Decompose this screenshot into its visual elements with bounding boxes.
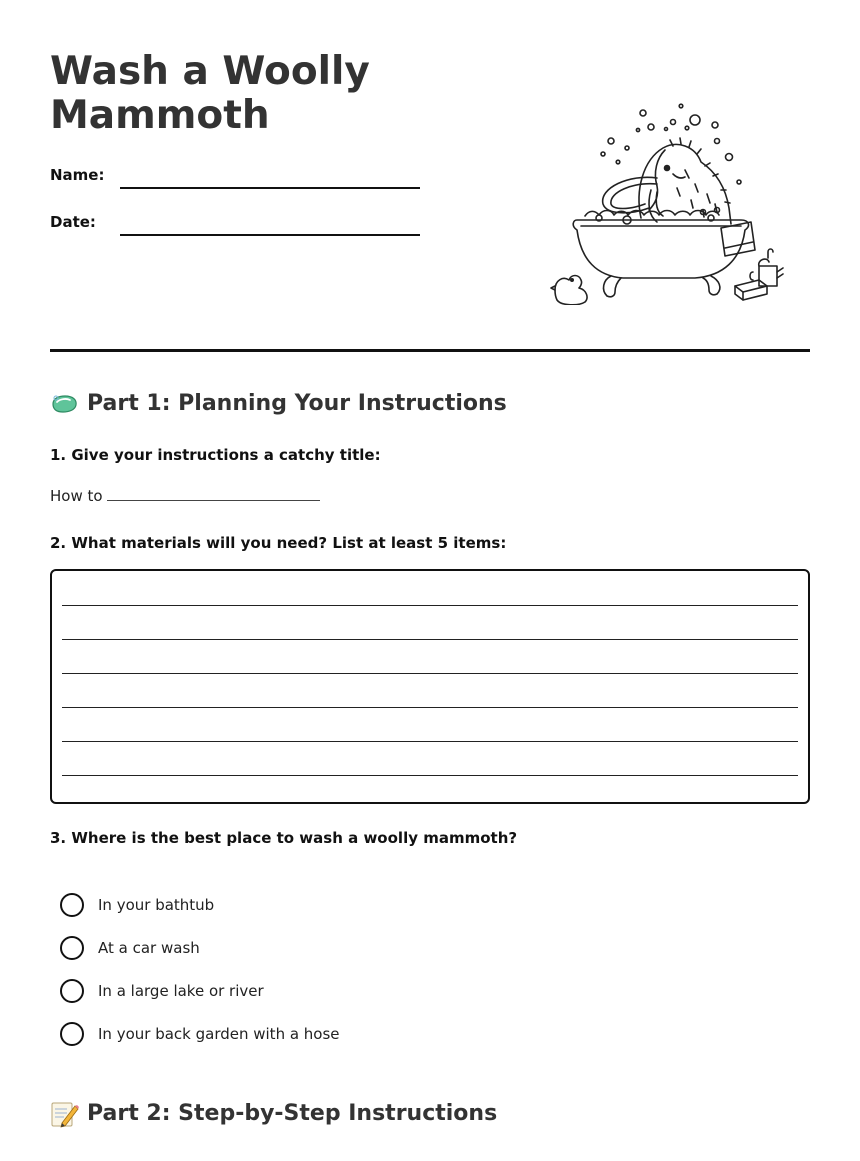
date-field[interactable] [120, 234, 420, 236]
question-1: 1. Give your instructions a catchy title: [50, 446, 381, 464]
radio-button[interactable] [60, 979, 84, 1003]
option-lake-river[interactable] [60, 979, 264, 1003]
option-bathtub[interactable] [60, 893, 214, 917]
memo-pencil-icon [50, 1100, 79, 1128]
materials-box[interactable] [50, 569, 810, 804]
option-label: In your bathtub [98, 896, 215, 914]
name-field[interactable] [120, 187, 420, 189]
materials-line[interactable] [62, 775, 798, 776]
materials-line[interactable] [62, 639, 798, 640]
option-back-garden[interactable] [60, 1022, 340, 1046]
part1-heading-text: Part 1: Planning Your Instructions [87, 391, 507, 416]
radio-button[interactable] [60, 893, 84, 917]
soap-icon [50, 393, 79, 415]
option-label: At a car wash [98, 939, 200, 957]
option-label: In your back garden with a hose [98, 1025, 340, 1043]
question-2: 2. What materials will you need? List at least 5 items: [50, 534, 507, 552]
radio-button[interactable] [60, 936, 84, 960]
materials-line[interactable] [62, 605, 798, 606]
part1-heading [50, 390, 507, 418]
mammoth-bathtub-illustration [545, 100, 785, 305]
question-3: 3. Where is the best place to wash a woolly mammoth? [50, 829, 518, 847]
header-divider [50, 349, 810, 352]
title-answer-field[interactable] [50, 487, 320, 505]
materials-line[interactable] [62, 741, 798, 742]
date-label: Date: [50, 213, 96, 231]
name-label: Name: [50, 166, 105, 184]
materials-line[interactable] [62, 707, 798, 708]
worksheet-title: Wash a Woolly Mammoth [50, 49, 370, 138]
part2-heading-text: Part 2: Step-by-Step Instructions [87, 1101, 498, 1126]
title-blank[interactable] [107, 487, 320, 501]
radio-button[interactable] [60, 1022, 84, 1046]
option-car-wash[interactable] [60, 936, 200, 960]
materials-line[interactable] [62, 673, 798, 674]
part2-heading [50, 1100, 497, 1128]
option-label: In a large lake or river [98, 982, 264, 1000]
how-to-prefix: How to [50, 487, 103, 505]
